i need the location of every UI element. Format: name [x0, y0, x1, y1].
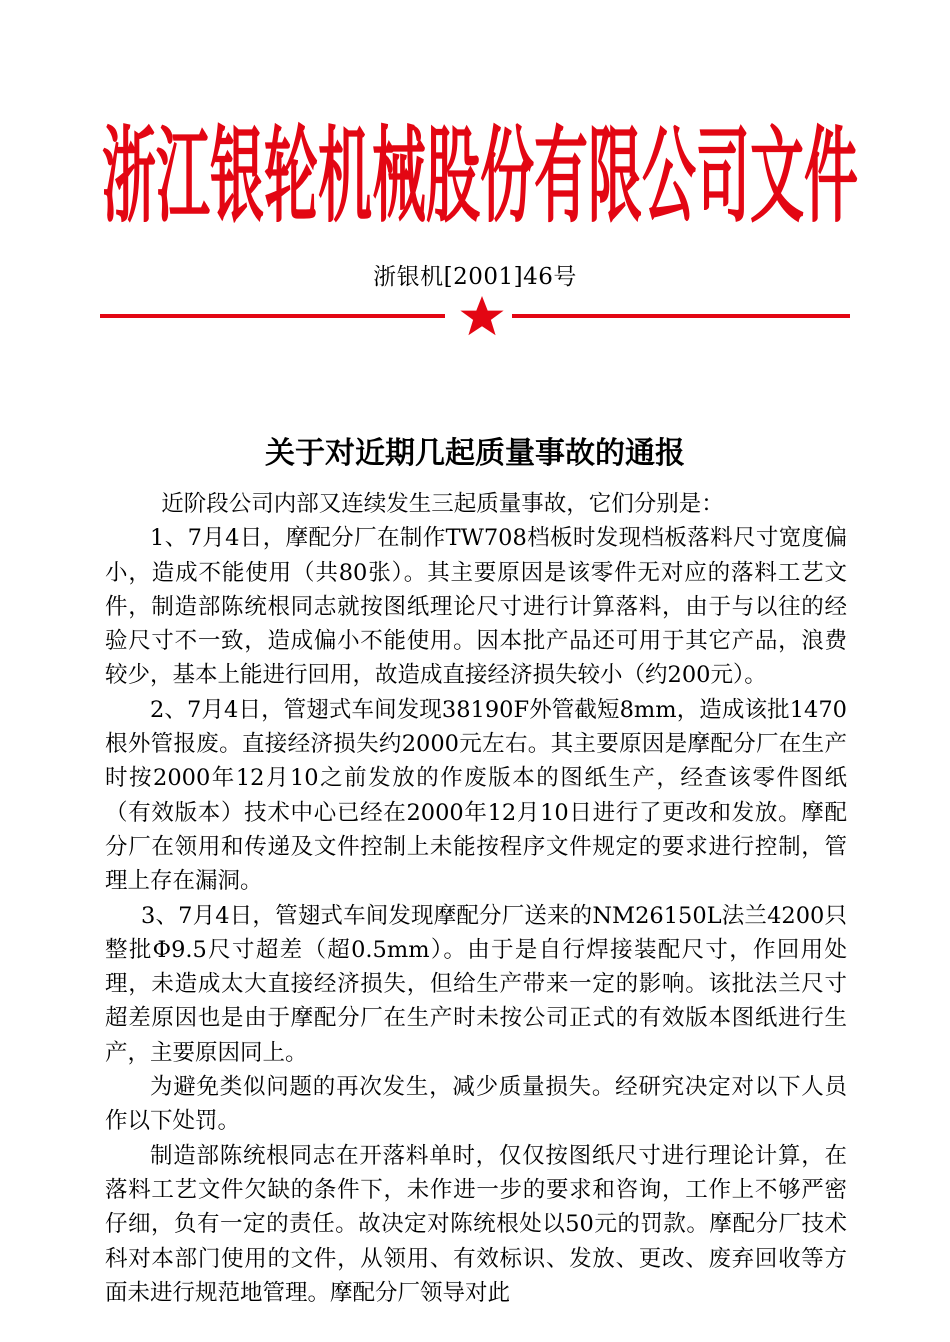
company-header-title: 浙江银轮机械股份有限公司文件	[102, 115, 858, 232]
star-icon	[460, 296, 503, 335]
divider-line-right	[512, 314, 850, 318]
document-body	[105, 487, 847, 1310]
document-number: 浙银机[2001]46号	[373, 264, 577, 290]
body-paragraph: 2、7月4日，管翅式车间发现38190F外管截短8mm，造成该批1470根外管报废。直接经济损失约2000元左右。其主要原因是摩配分厂在生产时按2000年12月10之前发放的作废版本的图纸生产，经查该零件图纸（有效版本）技术中心已经在2000年12月10日进行了更改和发放。摩配分厂在领用和传递及文件控制上未能按程序文件规定的要求进行控制，管理上存在漏洞。	[105, 696, 847, 895]
header-banner	[100, 112, 860, 232]
body-paragraph: 为避免类似问题的再次发生，减少质量损失。经研究决定对以下人员作以下处罚。	[105, 1074, 847, 1135]
body-paragraph: 1、7月4日，摩配分厂在制作TW708档板时发现档板落料尺寸宽度偏小，造成不能使用（共80张）。其主要原因是该零件无对应的落料工艺文件，制造部陈统根同志就按图纸理论尺寸进行计算落料，由于与以往的经验尺寸不一致，造成偏小不能使用。因本批产品还可用于其它产品，浪费较少，基本上能进行回用，故造成直接经济损失较小（约200元）。	[105, 525, 847, 689]
header-divider	[100, 292, 850, 346]
divider-line-left	[100, 314, 445, 318]
body-paragraph: 制造部陈统根同志在开落料单时，仅仅按图纸尺寸进行理论计算，在落料工艺文件欠缺的条件下，未作进一步的要求和咨询，工作上不够严密仔细，负有一定的责任。故决定对陈统根处以50元的罚款。摩配分厂技术科对本部门使用的文件，从领用、有效标识、发放、更改、废弃回收等方面未进行规范地管理。摩配分厂领导对此	[105, 1142, 847, 1306]
body-paragraph: 3、7月4日，管翅式车间发现摩配分厂送来的NM26150L法兰4200只整批Φ9.5尺寸超差（超0.5mm）。由于是自行焊接装配尺寸，作回用处理，未造成太大直接经济损失，但给生产带来一定的影响。该批法兰尺寸超差原因也是由于摩配分厂在生产时未按公司正式的有效版本图纸进行生产，主要原因同上。	[105, 902, 847, 1066]
document-title: 关于对近期几起质量事故的通报	[265, 436, 685, 471]
body-paragraph: 近阶段公司内部又连续发生三起质量事故，它们分别是：	[161, 491, 724, 517]
